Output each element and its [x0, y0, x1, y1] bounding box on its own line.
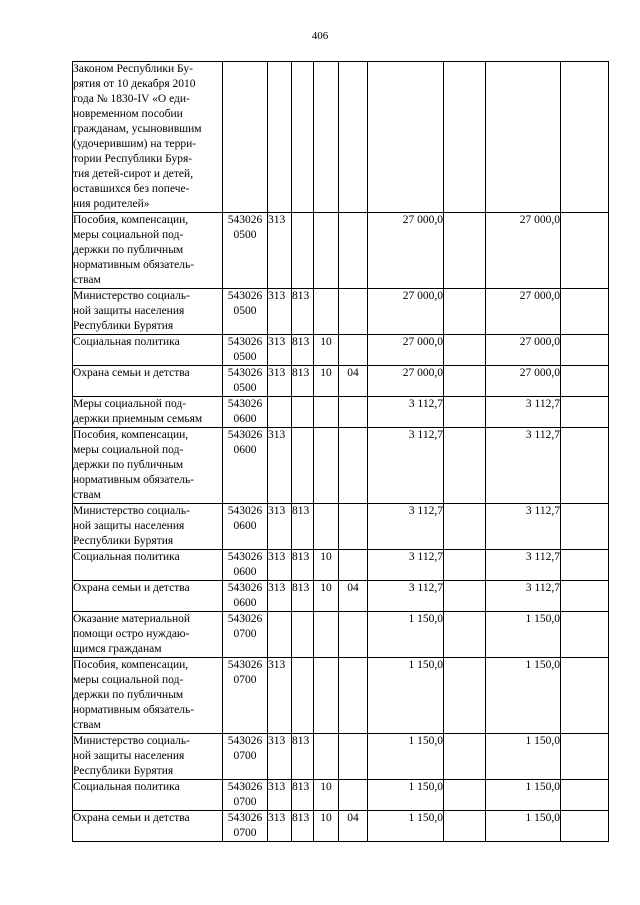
csr-code-part: 543026: [227, 398, 263, 410]
csr-code-part: 543026: [227, 290, 263, 302]
grbs-code-cell: 313: [268, 550, 292, 581]
csr-code-part: 543026: [227, 613, 263, 625]
grbs-code-cell: 313: [268, 428, 292, 504]
grbs-code-cell: 313: [268, 658, 292, 734]
amount-cell: 27 000,0: [486, 335, 561, 366]
row-name-line: ния родителей»: [73, 198, 150, 210]
budget-table-body: [73, 62, 609, 842]
row-name-line: Меры социальной под-: [73, 398, 187, 410]
row-name-cell: [73, 504, 223, 550]
csr-code-part: 543026: [227, 812, 263, 824]
row-name-line: ной защиты населения: [73, 520, 185, 532]
row-name-line: ствам: [73, 719, 101, 731]
vr-code-cell: 813: [292, 734, 314, 780]
row-name-line: ствам: [73, 274, 101, 286]
csr-code-cell: [223, 366, 268, 397]
vr-code-cell: 813: [292, 780, 314, 811]
empty-cell: [444, 335, 486, 366]
csr-code-cell: [223, 428, 268, 504]
csr-code-part: 543026: [227, 781, 263, 793]
vr-code-cell: 813: [292, 504, 314, 550]
grbs-code-cell: 313: [268, 289, 292, 335]
csr-code-part: 543026: [227, 659, 263, 671]
row-name-line: ствам: [73, 489, 101, 501]
subsection-code-cell: 04: [339, 811, 368, 842]
section-code-cell: 10: [314, 581, 339, 612]
section-code-cell: [314, 428, 339, 504]
csr-code-part: 0600: [233, 566, 257, 578]
csr-code-cell: [223, 612, 268, 658]
row-name-line: Охрана семьи и детства: [73, 367, 190, 379]
subsection-code-cell: [339, 213, 368, 289]
row-name-line: Социальная политика: [73, 551, 180, 563]
subsection-code-cell: [339, 335, 368, 366]
row-name-cell: [73, 366, 223, 397]
row-name-cell: [73, 335, 223, 366]
amount-cell: [368, 62, 444, 213]
row-name-line: года № 1830-IV «О еди-: [73, 93, 190, 105]
table-row: [73, 397, 609, 428]
csr-code-part: 543026: [227, 367, 263, 379]
row-name-cell: [73, 658, 223, 734]
row-name-line: тия детей-сирот и детей,: [73, 168, 194, 180]
amount-cell: 27 000,0: [368, 335, 444, 366]
amount-cell: 1 150,0: [368, 811, 444, 842]
subsection-code-cell: [339, 612, 368, 658]
row-name-line: Республики Бурятия: [73, 320, 174, 332]
subsection-code-cell: [339, 734, 368, 780]
amount-cell: 3 112,7: [368, 504, 444, 550]
empty-cell: [561, 213, 609, 289]
section-code-cell: 10: [314, 811, 339, 842]
csr-code-part: 0700: [233, 827, 257, 839]
vr-code-cell: 813: [292, 811, 314, 842]
csr-code-cell: [223, 397, 268, 428]
amount-cell: 1 150,0: [368, 658, 444, 734]
subsection-code-cell: 04: [339, 581, 368, 612]
csr-code-part: 0700: [233, 674, 257, 686]
csr-code-cell: [223, 62, 268, 213]
csr-code-part: 0500: [233, 382, 257, 394]
vr-code-cell: [292, 428, 314, 504]
vr-code-cell: 813: [292, 366, 314, 397]
row-name-cell: [73, 811, 223, 842]
csr-code-cell: [223, 734, 268, 780]
row-name-line: Охрана семьи и детства: [73, 812, 190, 824]
amount-cell: 3 112,7: [368, 397, 444, 428]
csr-code-part: 543026: [227, 214, 263, 226]
table-row: [73, 213, 609, 289]
table-row: [73, 550, 609, 581]
vr-code-cell: 813: [292, 581, 314, 612]
table-row: [73, 612, 609, 658]
table-row: [73, 289, 609, 335]
csr-code-part: 0700: [233, 628, 257, 640]
row-name-line: Социальная политика: [73, 781, 180, 793]
empty-cell: [561, 397, 609, 428]
row-name-line: тории Республики Буря-: [73, 153, 193, 165]
row-name-line: помощи остро нуждаю-: [73, 628, 190, 640]
row-name-line: Министерство социаль-: [73, 735, 190, 747]
row-name-line: Пособия, компенсации,: [73, 214, 189, 226]
section-code-cell: 10: [314, 780, 339, 811]
budget-table: [72, 61, 609, 842]
empty-cell: [561, 581, 609, 612]
row-name-line: Пособия, компенсации,: [73, 659, 189, 671]
table-row: [73, 581, 609, 612]
row-name-line: Республики Бурятия: [73, 535, 174, 547]
csr-code-part: 0600: [233, 520, 257, 532]
row-name-cell: [73, 734, 223, 780]
empty-cell: [444, 734, 486, 780]
row-name-line: держки по публичным: [73, 459, 184, 471]
row-name-line: (удочерившим) на терри-: [73, 138, 197, 150]
section-code-cell: [314, 658, 339, 734]
subsection-code-cell: [339, 504, 368, 550]
csr-code-part: 0600: [233, 413, 257, 425]
table-row: [73, 335, 609, 366]
empty-cell: [444, 213, 486, 289]
row-name-cell: [73, 62, 223, 213]
csr-code-part: 543026: [227, 505, 263, 517]
amount-cell: 27 000,0: [486, 366, 561, 397]
table-row: [73, 780, 609, 811]
section-code-cell: [314, 612, 339, 658]
row-name-line: оставшихся без попече-: [73, 183, 190, 195]
amount-cell: 1 150,0: [368, 612, 444, 658]
amount-cell: 3 112,7: [368, 428, 444, 504]
table-row: [73, 658, 609, 734]
amount-cell: 3 112,7: [486, 428, 561, 504]
amount-cell: 1 150,0: [486, 811, 561, 842]
amount-cell: 1 150,0: [486, 658, 561, 734]
table-row: [73, 504, 609, 550]
row-name-line: новременном пособии: [73, 108, 183, 120]
row-name-cell: [73, 428, 223, 504]
row-name-line: ной защиты населения: [73, 305, 185, 317]
empty-cell: [444, 658, 486, 734]
csr-code-cell: [223, 550, 268, 581]
empty-cell: [444, 612, 486, 658]
amount-cell: 1 150,0: [486, 780, 561, 811]
subsection-code-cell: [339, 397, 368, 428]
amount-cell: 27 000,0: [368, 289, 444, 335]
empty-cell: [561, 734, 609, 780]
row-name-line: меры социальной под-: [73, 229, 184, 241]
subsection-code-cell: [339, 428, 368, 504]
csr-code-part: 0700: [233, 750, 257, 762]
row-name-line: держки по публичным: [73, 244, 184, 256]
csr-code-part: 543026: [227, 582, 263, 594]
empty-cell: [444, 397, 486, 428]
empty-cell: [444, 289, 486, 335]
amount-cell: [486, 62, 561, 213]
grbs-code-cell: [268, 612, 292, 658]
row-name-line: Оказание материальной: [73, 613, 191, 625]
row-name-line: Охрана семьи и детства: [73, 582, 190, 594]
grbs-code-cell: 313: [268, 366, 292, 397]
vr-code-cell: [292, 658, 314, 734]
row-name-cell: [73, 581, 223, 612]
csr-code-part: 0500: [233, 305, 257, 317]
empty-cell: [444, 366, 486, 397]
amount-cell: 27 000,0: [368, 213, 444, 289]
subsection-code-cell: [339, 550, 368, 581]
empty-cell: [561, 428, 609, 504]
row-name-line: Республики Бурятия: [73, 765, 174, 777]
row-name-line: гражданам, усыновившим: [73, 123, 202, 135]
subsection-code-cell: [339, 289, 368, 335]
row-name-line: нормативным обязатель-: [73, 474, 195, 486]
amount-cell: 3 112,7: [486, 550, 561, 581]
vr-code-cell: [292, 612, 314, 658]
grbs-code-cell: [268, 62, 292, 213]
csr-code-part: 543026: [227, 336, 263, 348]
row-name-cell: [73, 550, 223, 581]
row-name-line: щимся гражданам: [73, 643, 162, 655]
table-row: [73, 811, 609, 842]
row-name-cell: [73, 612, 223, 658]
section-code-cell: [314, 62, 339, 213]
csr-code-cell: [223, 780, 268, 811]
row-name-line: нормативным обязатель-: [73, 704, 195, 716]
csr-code-part: 0700: [233, 796, 257, 808]
empty-cell: [561, 62, 609, 213]
row-name-line: держки приемным семьям: [73, 413, 203, 425]
amount-cell: 1 150,0: [486, 612, 561, 658]
section-code-cell: [314, 289, 339, 335]
csr-code-cell: [223, 289, 268, 335]
amount-cell: 27 000,0: [368, 366, 444, 397]
row-name-line: Министерство социаль-: [73, 505, 190, 517]
csr-code-part: 0600: [233, 444, 257, 456]
csr-code-part: 0500: [233, 229, 257, 241]
grbs-code-cell: 313: [268, 213, 292, 289]
csr-code-cell: [223, 335, 268, 366]
amount-cell: 1 150,0: [486, 734, 561, 780]
csr-code-cell: [223, 213, 268, 289]
grbs-code-cell: 313: [268, 581, 292, 612]
empty-cell: [444, 504, 486, 550]
csr-code-cell: [223, 658, 268, 734]
row-name-cell: [73, 213, 223, 289]
amount-cell: 3 112,7: [486, 581, 561, 612]
row-name-cell: [73, 289, 223, 335]
empty-cell: [444, 811, 486, 842]
empty-cell: [444, 581, 486, 612]
table-row: [73, 734, 609, 780]
empty-cell: [561, 550, 609, 581]
empty-cell: [561, 811, 609, 842]
table-row: [73, 62, 609, 213]
empty-cell: [561, 366, 609, 397]
subsection-code-cell: 04: [339, 366, 368, 397]
empty-cell: [561, 289, 609, 335]
amount-cell: 3 112,7: [486, 504, 561, 550]
row-name-cell: [73, 397, 223, 428]
csr-code-cell: [223, 504, 268, 550]
subsection-code-cell: [339, 62, 368, 213]
page-number: 406: [311, 30, 329, 42]
subsection-code-cell: [339, 658, 368, 734]
vr-code-cell: 813: [292, 550, 314, 581]
section-code-cell: 10: [314, 366, 339, 397]
section-code-cell: 10: [314, 550, 339, 581]
section-code-cell: [314, 397, 339, 428]
row-name-line: держки по публичным: [73, 689, 184, 701]
grbs-code-cell: [268, 397, 292, 428]
row-name-line: ной защиты населения: [73, 750, 185, 762]
section-code-cell: 10: [314, 335, 339, 366]
grbs-code-cell: 313: [268, 780, 292, 811]
row-name-line: рятия от 10 декабря 2010: [73, 78, 196, 90]
grbs-code-cell: 313: [268, 335, 292, 366]
empty-cell: [561, 504, 609, 550]
row-name-line: меры социальной под-: [73, 444, 184, 456]
table-row: [73, 366, 609, 397]
csr-code-part: 0500: [233, 351, 257, 363]
empty-cell: [444, 428, 486, 504]
section-code-cell: [314, 734, 339, 780]
empty-cell: [561, 612, 609, 658]
vr-code-cell: [292, 213, 314, 289]
csr-code-part: 543026: [227, 429, 263, 441]
grbs-code-cell: 313: [268, 811, 292, 842]
amount-cell: 27 000,0: [486, 289, 561, 335]
section-code-cell: [314, 213, 339, 289]
row-name-line: Министерство социаль-: [73, 290, 190, 302]
vr-code-cell: [292, 397, 314, 428]
row-name-line: Социальная политика: [73, 336, 180, 348]
csr-code-cell: [223, 811, 268, 842]
amount-cell: 3 112,7: [486, 397, 561, 428]
section-code-cell: [314, 504, 339, 550]
amount-cell: 3 112,7: [368, 550, 444, 581]
amount-cell: 1 150,0: [368, 780, 444, 811]
empty-cell: [444, 780, 486, 811]
row-name-line: нормативным обязатель-: [73, 259, 195, 271]
csr-code-cell: [223, 581, 268, 612]
grbs-code-cell: 313: [268, 504, 292, 550]
row-name-line: Пособия, компенсации,: [73, 429, 189, 441]
empty-cell: [444, 62, 486, 213]
vr-code-cell: 813: [292, 335, 314, 366]
csr-code-part: 543026: [227, 551, 263, 563]
amount-cell: 27 000,0: [486, 213, 561, 289]
row-name-line: Законом Республики Бу-: [73, 63, 193, 75]
empty-cell: [444, 550, 486, 581]
amount-cell: 3 112,7: [368, 581, 444, 612]
table-row: [73, 428, 609, 504]
empty-cell: [561, 335, 609, 366]
grbs-code-cell: 313: [268, 734, 292, 780]
row-name-line: меры социальной под-: [73, 674, 184, 686]
vr-code-cell: 813: [292, 289, 314, 335]
csr-code-part: 0600: [233, 597, 257, 609]
subsection-code-cell: [339, 780, 368, 811]
empty-cell: [561, 780, 609, 811]
vr-code-cell: [292, 62, 314, 213]
csr-code-part: 543026: [227, 735, 263, 747]
amount-cell: 1 150,0: [368, 734, 444, 780]
empty-cell: [561, 658, 609, 734]
row-name-cell: [73, 780, 223, 811]
